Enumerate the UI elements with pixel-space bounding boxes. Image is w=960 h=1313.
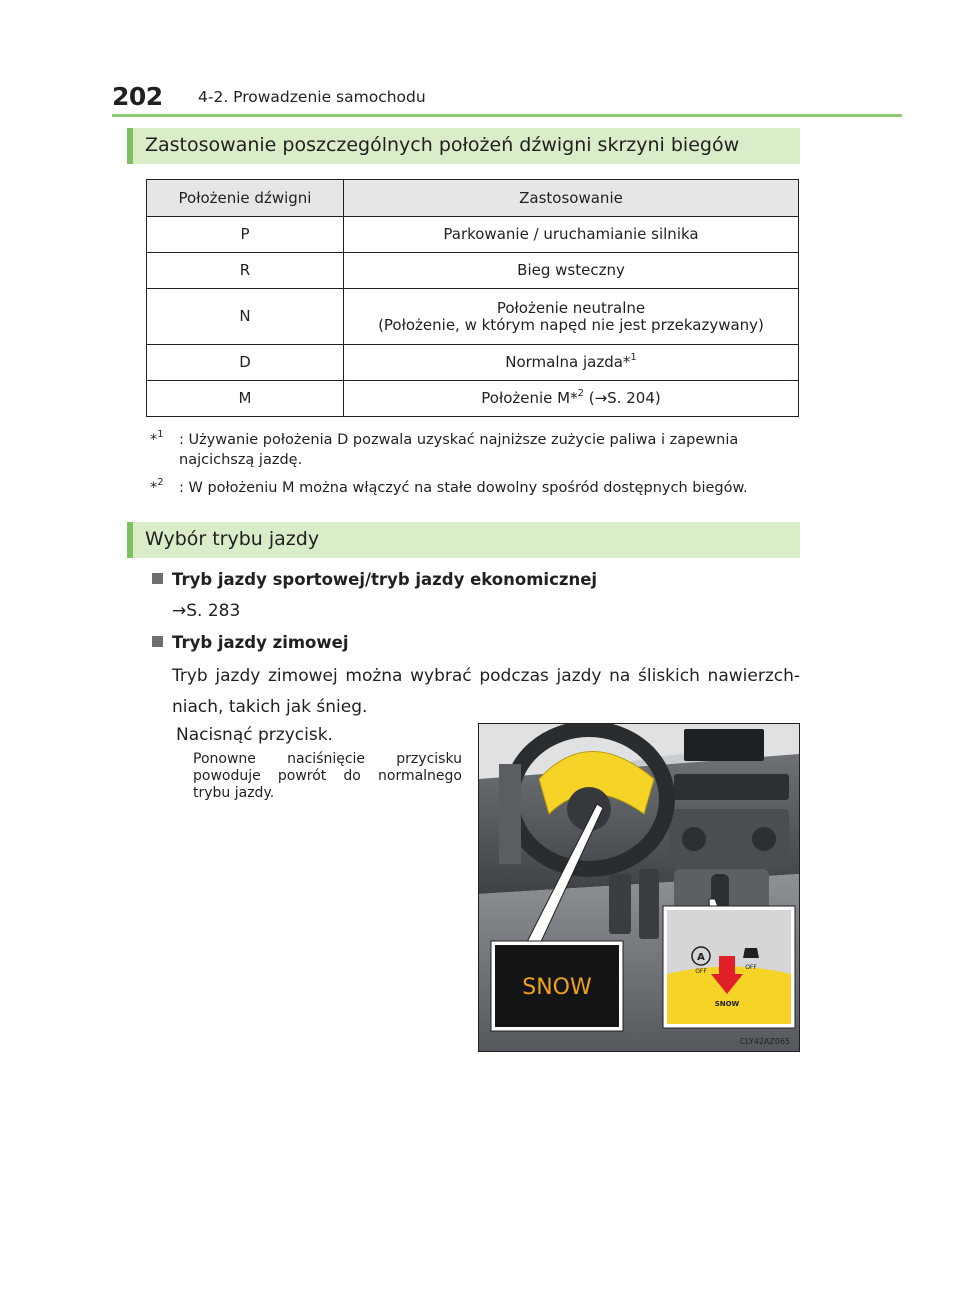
table-cell-line: (Położenie, w którym napęd nie jest przekazywany) xyxy=(378,315,764,334)
section-title: Zastosowanie poszczególnych położeń dźwigni skrzyni biegów xyxy=(145,134,740,156)
page-reference[interactable]: →S. 283 xyxy=(172,601,241,621)
square-bullet-icon xyxy=(152,636,163,647)
page-reference[interactable]: (→S. 204) xyxy=(588,389,661,407)
center-display xyxy=(684,729,764,761)
table-row xyxy=(147,217,799,253)
table-cell-use: Bieg wsteczny xyxy=(344,253,799,289)
snow-button-illustration xyxy=(478,723,800,1052)
pedal xyxy=(609,874,631,934)
icon-label: OFF xyxy=(695,968,707,975)
chapter-title: 4-2. Prowadzenie samochodu xyxy=(198,88,426,106)
pedal xyxy=(639,869,659,939)
square-bullet-icon xyxy=(152,573,163,584)
footnote-marker: *$^2$ xyxy=(150,477,164,496)
table-row xyxy=(147,253,799,289)
section-heading-shift-positions xyxy=(127,128,800,164)
table-cell-use: Normalna jazda*$^1$ xyxy=(344,345,799,381)
shift-position-table xyxy=(146,179,799,417)
table-cell-position: M xyxy=(147,381,344,417)
snow-mode-description: Tryb jazdy zimowej można wybrać podczas jazdy na śliskich nawierzch-niach, takich jak śnieg. xyxy=(172,666,800,717)
table-cell-position: P xyxy=(147,217,344,253)
header-divider xyxy=(112,114,902,117)
table-cell-use: Położenie M*$^2$ (→S. 204) xyxy=(344,381,799,417)
footnote-text: : Używanie położenia D pozwala uzyskać najniższe zużycie paliwa i zapewnia najcichszą jazdę. xyxy=(179,432,739,468)
vsc-off-icon xyxy=(743,948,759,958)
air-vents xyxy=(674,774,789,800)
icon-label: OFF xyxy=(745,964,757,971)
table-row xyxy=(147,381,799,417)
section-heading-driving-mode xyxy=(127,522,800,558)
footnote-marker: *$^1$ xyxy=(150,429,164,448)
instruction-text: Nacisnąć przycisk. xyxy=(176,725,333,745)
footnote-ref: 2 xyxy=(577,388,584,399)
cockpit-illustration xyxy=(479,724,799,1051)
door-panel xyxy=(499,764,521,864)
control-knob xyxy=(752,827,776,851)
subsection-title-snow: Tryb jazdy zimowej xyxy=(152,633,348,652)
control-knob xyxy=(682,827,706,851)
svg-text:A: A xyxy=(697,952,705,963)
table-cell-position: R xyxy=(147,253,344,289)
snow-button-label[interactable]: SNOW xyxy=(714,1000,740,1008)
snow-indicator-text: SNOW xyxy=(522,975,592,1000)
table-cell-use xyxy=(344,289,799,345)
table-cell-position: N xyxy=(147,289,344,345)
page-number: 202 xyxy=(112,82,163,111)
table-cell-line: Położenie neutralne xyxy=(496,298,646,317)
table-cell-position: D xyxy=(147,345,344,381)
instruction-note: Ponowne naciśnięcie przycisku powoduje powrót do normalnego trybu jazdy. xyxy=(193,751,462,801)
table-cell-use: Parkowanie / uruchamianie silnika xyxy=(344,217,799,253)
page-header xyxy=(112,78,902,118)
table-row xyxy=(147,289,799,345)
table-header-cell: Zastosowanie xyxy=(344,180,799,217)
footnote-text: : W położeniu M można włączyć na stałe dowolny spośród dostępnych biegów. xyxy=(179,480,748,496)
subsection-title-sport-eco: Tryb jazdy sportowej/tryb jazdy ekonomicznej xyxy=(152,570,597,589)
footnote xyxy=(150,478,800,498)
section-title: Wybór trybu jazdy xyxy=(145,528,320,550)
footnote xyxy=(150,430,800,470)
footnote-ref: 1 xyxy=(630,352,637,363)
table-row xyxy=(147,345,799,381)
use-text: Normalna jazda xyxy=(505,353,623,371)
table-header-cell: Położenie dźwigni xyxy=(147,180,344,217)
table-header-row xyxy=(147,180,799,217)
use-text: Położenie M xyxy=(481,389,571,407)
figure-code: CLY42AZ065 xyxy=(739,1037,791,1046)
